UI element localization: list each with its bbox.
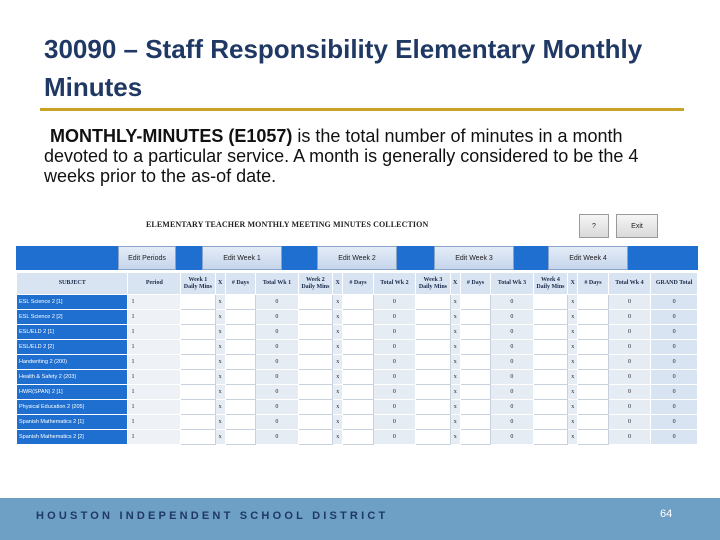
week-total-cell: 0 — [256, 400, 299, 415]
daily-mins-input[interactable] — [416, 340, 450, 355]
days-input[interactable] — [460, 295, 490, 310]
days-input[interactable] — [460, 340, 490, 355]
week-total-cell: 0 — [491, 430, 534, 445]
days-input[interactable] — [460, 430, 490, 445]
column-header: Week 4 Daily Mins — [533, 273, 567, 295]
days-input[interactable] — [343, 400, 373, 415]
days-input[interactable] — [578, 310, 608, 325]
daily-mins-input[interactable] — [298, 415, 332, 430]
table-row — [17, 430, 698, 445]
times-cell: x — [215, 430, 225, 445]
minutes-table — [16, 272, 698, 445]
days-input[interactable] — [343, 340, 373, 355]
week-total-cell: 0 — [373, 340, 416, 355]
times-cell: x — [215, 400, 225, 415]
daily-mins-input[interactable] — [181, 430, 215, 445]
days-input[interactable] — [460, 370, 490, 385]
subject-cell: Spanish Mathematics 2 [2] — [17, 430, 128, 445]
table-row — [17, 310, 698, 325]
week-total-cell: 0 — [256, 325, 299, 340]
daily-mins-input[interactable] — [416, 355, 450, 370]
week-total-cell: 0 — [256, 295, 299, 310]
table-row — [17, 355, 698, 370]
days-input[interactable] — [578, 295, 608, 310]
daily-mins-input[interactable] — [533, 370, 567, 385]
help-button[interactable]: ? — [579, 214, 609, 238]
times-cell: x — [333, 310, 343, 325]
table-row — [17, 340, 698, 355]
grand-total-cell: 0 — [651, 355, 698, 370]
week-total-cell: 0 — [373, 415, 416, 430]
days-input[interactable] — [343, 415, 373, 430]
times-cell: x — [568, 385, 578, 400]
times-cell: x — [333, 430, 343, 445]
daily-mins-input[interactable] — [533, 415, 567, 430]
days-input[interactable] — [578, 430, 608, 445]
subject-cell: ESL/ELD 2 [2] — [17, 340, 128, 355]
period-cell: 1 — [128, 355, 181, 370]
column-header: Total Wk 3 — [491, 273, 534, 295]
days-input[interactable] — [343, 370, 373, 385]
edit-periods-button[interactable]: Edit Periods — [118, 246, 176, 270]
times-cell: x — [215, 295, 225, 310]
week-total-cell: 0 — [491, 295, 534, 310]
daily-mins-input[interactable] — [533, 400, 567, 415]
grand-total-cell: 0 — [651, 415, 698, 430]
times-cell: x — [450, 415, 460, 430]
times-cell: x — [215, 310, 225, 325]
times-cell: x — [215, 355, 225, 370]
daily-mins-input[interactable] — [298, 385, 332, 400]
daily-mins-input[interactable] — [533, 385, 567, 400]
days-input[interactable] — [460, 325, 490, 340]
period-cell: 1 — [128, 370, 181, 385]
grand-total-cell: 0 — [651, 325, 698, 340]
table-row — [17, 385, 698, 400]
days-input[interactable] — [578, 385, 608, 400]
days-input[interactable] — [225, 310, 255, 325]
week-total-cell: 0 — [256, 415, 299, 430]
daily-mins-input[interactable] — [181, 415, 215, 430]
days-input[interactable] — [225, 295, 255, 310]
week-total-cell: 0 — [491, 310, 534, 325]
column-header: X — [450, 273, 460, 295]
daily-mins-input[interactable] — [298, 430, 332, 445]
column-header: GRAND Total — [651, 273, 698, 295]
days-input[interactable] — [578, 355, 608, 370]
week-total-cell: 0 — [491, 415, 534, 430]
times-cell: x — [333, 295, 343, 310]
week-total-cell: 0 — [608, 370, 651, 385]
times-cell: x — [450, 340, 460, 355]
minutes-form-screenshot — [16, 210, 698, 446]
grand-total-cell: 0 — [651, 370, 698, 385]
edit-week-2-button[interactable]: Edit Week 2 — [317, 246, 397, 270]
week-total-cell: 0 — [608, 430, 651, 445]
column-header: X — [333, 273, 343, 295]
week-total-cell: 0 — [491, 355, 534, 370]
page-number: 64 — [660, 508, 673, 520]
week-total-cell: 0 — [373, 400, 416, 415]
times-cell: x — [568, 325, 578, 340]
times-cell: x — [333, 385, 343, 400]
subject-cell: Health & Safety 2 (203) — [17, 370, 128, 385]
times-cell: x — [450, 430, 460, 445]
column-header: Total Wk 1 — [256, 273, 299, 295]
daily-mins-input[interactable] — [416, 325, 450, 340]
period-cell: 1 — [128, 340, 181, 355]
grand-total-cell: 0 — [651, 385, 698, 400]
times-cell: x — [333, 355, 343, 370]
period-cell: 1 — [128, 295, 181, 310]
definition-paragraph — [44, 126, 684, 186]
table-row — [17, 295, 698, 310]
days-input[interactable] — [225, 370, 255, 385]
daily-mins-input[interactable] — [416, 400, 450, 415]
times-cell: x — [215, 325, 225, 340]
period-cell: 1 — [128, 400, 181, 415]
days-input[interactable] — [225, 385, 255, 400]
days-input[interactable] — [460, 385, 490, 400]
daily-mins-input[interactable] — [533, 310, 567, 325]
grand-total-cell: 0 — [651, 400, 698, 415]
times-cell: x — [450, 355, 460, 370]
subject-cell: Handwriting 2 (200) — [17, 355, 128, 370]
week-total-cell: 0 — [256, 355, 299, 370]
table-row — [17, 325, 698, 340]
daily-mins-input[interactable] — [416, 310, 450, 325]
days-input[interactable] — [460, 355, 490, 370]
daily-mins-input[interactable] — [298, 400, 332, 415]
daily-mins-input[interactable] — [533, 325, 567, 340]
week-total-cell: 0 — [373, 370, 416, 385]
slide-title: 30090 – Staff Responsibility Elementary Monthly Minutes — [44, 34, 643, 102]
column-header: X — [215, 273, 225, 295]
days-input[interactable] — [460, 400, 490, 415]
column-header: # Days — [460, 273, 490, 295]
days-input[interactable] — [225, 430, 255, 445]
column-header: Week 2 Daily Mins — [298, 273, 332, 295]
form-title: ELEMENTARY TEACHER MONTHLY MEETING MINUTES COLLECTION — [146, 220, 429, 229]
times-cell: x — [215, 370, 225, 385]
week-total-cell: 0 — [256, 370, 299, 385]
times-cell: x — [450, 370, 460, 385]
daily-mins-input[interactable] — [298, 340, 332, 355]
grand-total-cell: 0 — [651, 430, 698, 445]
week-total-cell: 0 — [608, 310, 651, 325]
times-cell: x — [333, 340, 343, 355]
daily-mins-input[interactable] — [416, 430, 450, 445]
days-input[interactable] — [225, 400, 255, 415]
week-total-cell: 0 — [256, 340, 299, 355]
subject-cell: Spanish Mathematics 2 [1] — [17, 415, 128, 430]
week-total-cell: 0 — [608, 325, 651, 340]
week-total-cell: 0 — [491, 325, 534, 340]
daily-mins-input[interactable] — [181, 370, 215, 385]
column-header: # Days — [225, 273, 255, 295]
exit-button[interactable]: Exit — [616, 214, 658, 238]
times-cell: x — [450, 385, 460, 400]
table-header-row — [17, 273, 698, 295]
period-cell: 1 — [128, 430, 181, 445]
days-input[interactable] — [343, 310, 373, 325]
daily-mins-input[interactable] — [416, 370, 450, 385]
column-header: SUBJECT — [17, 273, 128, 295]
week-total-cell: 0 — [608, 400, 651, 415]
times-cell: x — [568, 430, 578, 445]
times-cell: x — [333, 370, 343, 385]
column-header: Total Wk 4 — [608, 273, 651, 295]
times-cell: x — [450, 400, 460, 415]
times-cell: x — [450, 295, 460, 310]
daily-mins-input[interactable] — [181, 325, 215, 340]
subject-cell: ESL/ELD 2 [1] — [17, 325, 128, 340]
daily-mins-input[interactable] — [181, 340, 215, 355]
days-input[interactable] — [343, 385, 373, 400]
week-total-cell: 0 — [373, 310, 416, 325]
grand-total-cell: 0 — [651, 340, 698, 355]
daily-mins-input[interactable] — [181, 385, 215, 400]
times-cell: x — [568, 400, 578, 415]
daily-mins-input[interactable] — [181, 310, 215, 325]
days-input[interactable] — [225, 325, 255, 340]
week-total-cell: 0 — [608, 415, 651, 430]
week-total-cell: 0 — [491, 400, 534, 415]
form-header — [16, 210, 698, 244]
week-total-cell: 0 — [608, 295, 651, 310]
days-input[interactable] — [343, 325, 373, 340]
times-cell: x — [568, 355, 578, 370]
grand-total-cell: 0 — [651, 295, 698, 310]
week-total-cell: 0 — [491, 385, 534, 400]
column-header: # Days — [343, 273, 373, 295]
days-input[interactable] — [343, 355, 373, 370]
district-name: HOUSTON INDEPENDENT SCHOOL DISTRICT — [36, 510, 389, 522]
week-total-cell: 0 — [608, 340, 651, 355]
column-header: Total Wk 2 — [373, 273, 416, 295]
table-row — [17, 400, 698, 415]
period-cell: 1 — [128, 325, 181, 340]
times-cell: x — [568, 370, 578, 385]
times-cell: x — [215, 340, 225, 355]
days-input[interactable] — [578, 340, 608, 355]
daily-mins-input[interactable] — [533, 340, 567, 355]
daily-mins-input[interactable] — [416, 385, 450, 400]
title-divider — [40, 108, 684, 111]
period-cell: 1 — [128, 415, 181, 430]
times-cell: x — [568, 295, 578, 310]
days-input[interactable] — [578, 400, 608, 415]
times-cell: x — [333, 325, 343, 340]
subject-cell: Physical Education 2 (205) — [17, 400, 128, 415]
daily-mins-input[interactable] — [298, 310, 332, 325]
daily-mins-input[interactable] — [181, 355, 215, 370]
table-row — [17, 370, 698, 385]
days-input[interactable] — [460, 415, 490, 430]
days-input[interactable] — [225, 355, 255, 370]
daily-mins-input[interactable] — [298, 295, 332, 310]
week-total-cell: 0 — [608, 355, 651, 370]
week-total-cell: 0 — [373, 355, 416, 370]
times-cell: x — [333, 400, 343, 415]
week-total-cell: 0 — [256, 430, 299, 445]
week-total-cell: 0 — [373, 385, 416, 400]
days-input[interactable] — [225, 415, 255, 430]
times-cell: x — [568, 415, 578, 430]
times-cell: x — [568, 340, 578, 355]
times-cell: x — [450, 310, 460, 325]
daily-mins-input[interactable] — [533, 295, 567, 310]
days-input[interactable] — [578, 325, 608, 340]
days-input[interactable] — [343, 430, 373, 445]
daily-mins-input[interactable] — [416, 295, 450, 310]
subject-cell: ESL Science 2 [2] — [17, 310, 128, 325]
period-cell: 1 — [128, 310, 181, 325]
daily-mins-input[interactable] — [298, 325, 332, 340]
column-header: Period — [128, 273, 181, 295]
week-total-cell: 0 — [256, 385, 299, 400]
times-cell: x — [215, 415, 225, 430]
column-header: # Days — [578, 273, 608, 295]
column-header: Week 3 Daily Mins — [416, 273, 450, 295]
grand-total-cell: 0 — [651, 310, 698, 325]
times-cell: x — [215, 385, 225, 400]
table-row — [17, 415, 698, 430]
days-input[interactable] — [578, 415, 608, 430]
subject-cell: HWR(SPAN) 2 [1] — [17, 385, 128, 400]
days-input[interactable] — [343, 295, 373, 310]
edit-week-4-button[interactable]: Edit Week 4 — [548, 246, 628, 270]
days-input[interactable] — [225, 340, 255, 355]
days-input[interactable] — [578, 370, 608, 385]
subject-cell: ESL Science 2 [1] — [17, 295, 128, 310]
column-header: Week 1 Daily Mins — [181, 273, 215, 295]
week-total-cell: 0 — [373, 295, 416, 310]
daily-mins-input[interactable] — [181, 295, 215, 310]
daily-mins-input[interactable] — [416, 415, 450, 430]
definition-text: is the total number of minutes in a month devoted to a particular service. A month is generally considered to be the 4 weeks prior to the as-of date. — [44, 126, 639, 186]
week-total-cell: 0 — [373, 325, 416, 340]
definition-term: MONTHLY-MINUTES (E1057) — [50, 126, 293, 146]
daily-mins-input[interactable] — [533, 430, 567, 445]
times-cell: x — [450, 325, 460, 340]
column-header: X — [568, 273, 578, 295]
daily-mins-input[interactable] — [533, 355, 567, 370]
edit-week-3-button[interactable]: Edit Week 3 — [434, 246, 514, 270]
period-cell: 1 — [128, 385, 181, 400]
week-total-cell: 0 — [608, 385, 651, 400]
days-input[interactable] — [460, 310, 490, 325]
daily-mins-input[interactable] — [298, 370, 332, 385]
daily-mins-input[interactable] — [181, 400, 215, 415]
daily-mins-input[interactable] — [298, 355, 332, 370]
week-total-cell: 0 — [491, 340, 534, 355]
times-cell: x — [568, 310, 578, 325]
week-total-cell: 0 — [373, 430, 416, 445]
week-total-cell: 0 — [256, 310, 299, 325]
times-cell: x — [333, 415, 343, 430]
table-body — [17, 295, 698, 445]
week-total-cell: 0 — [491, 370, 534, 385]
edit-week-1-button[interactable]: Edit Week 1 — [202, 246, 282, 270]
